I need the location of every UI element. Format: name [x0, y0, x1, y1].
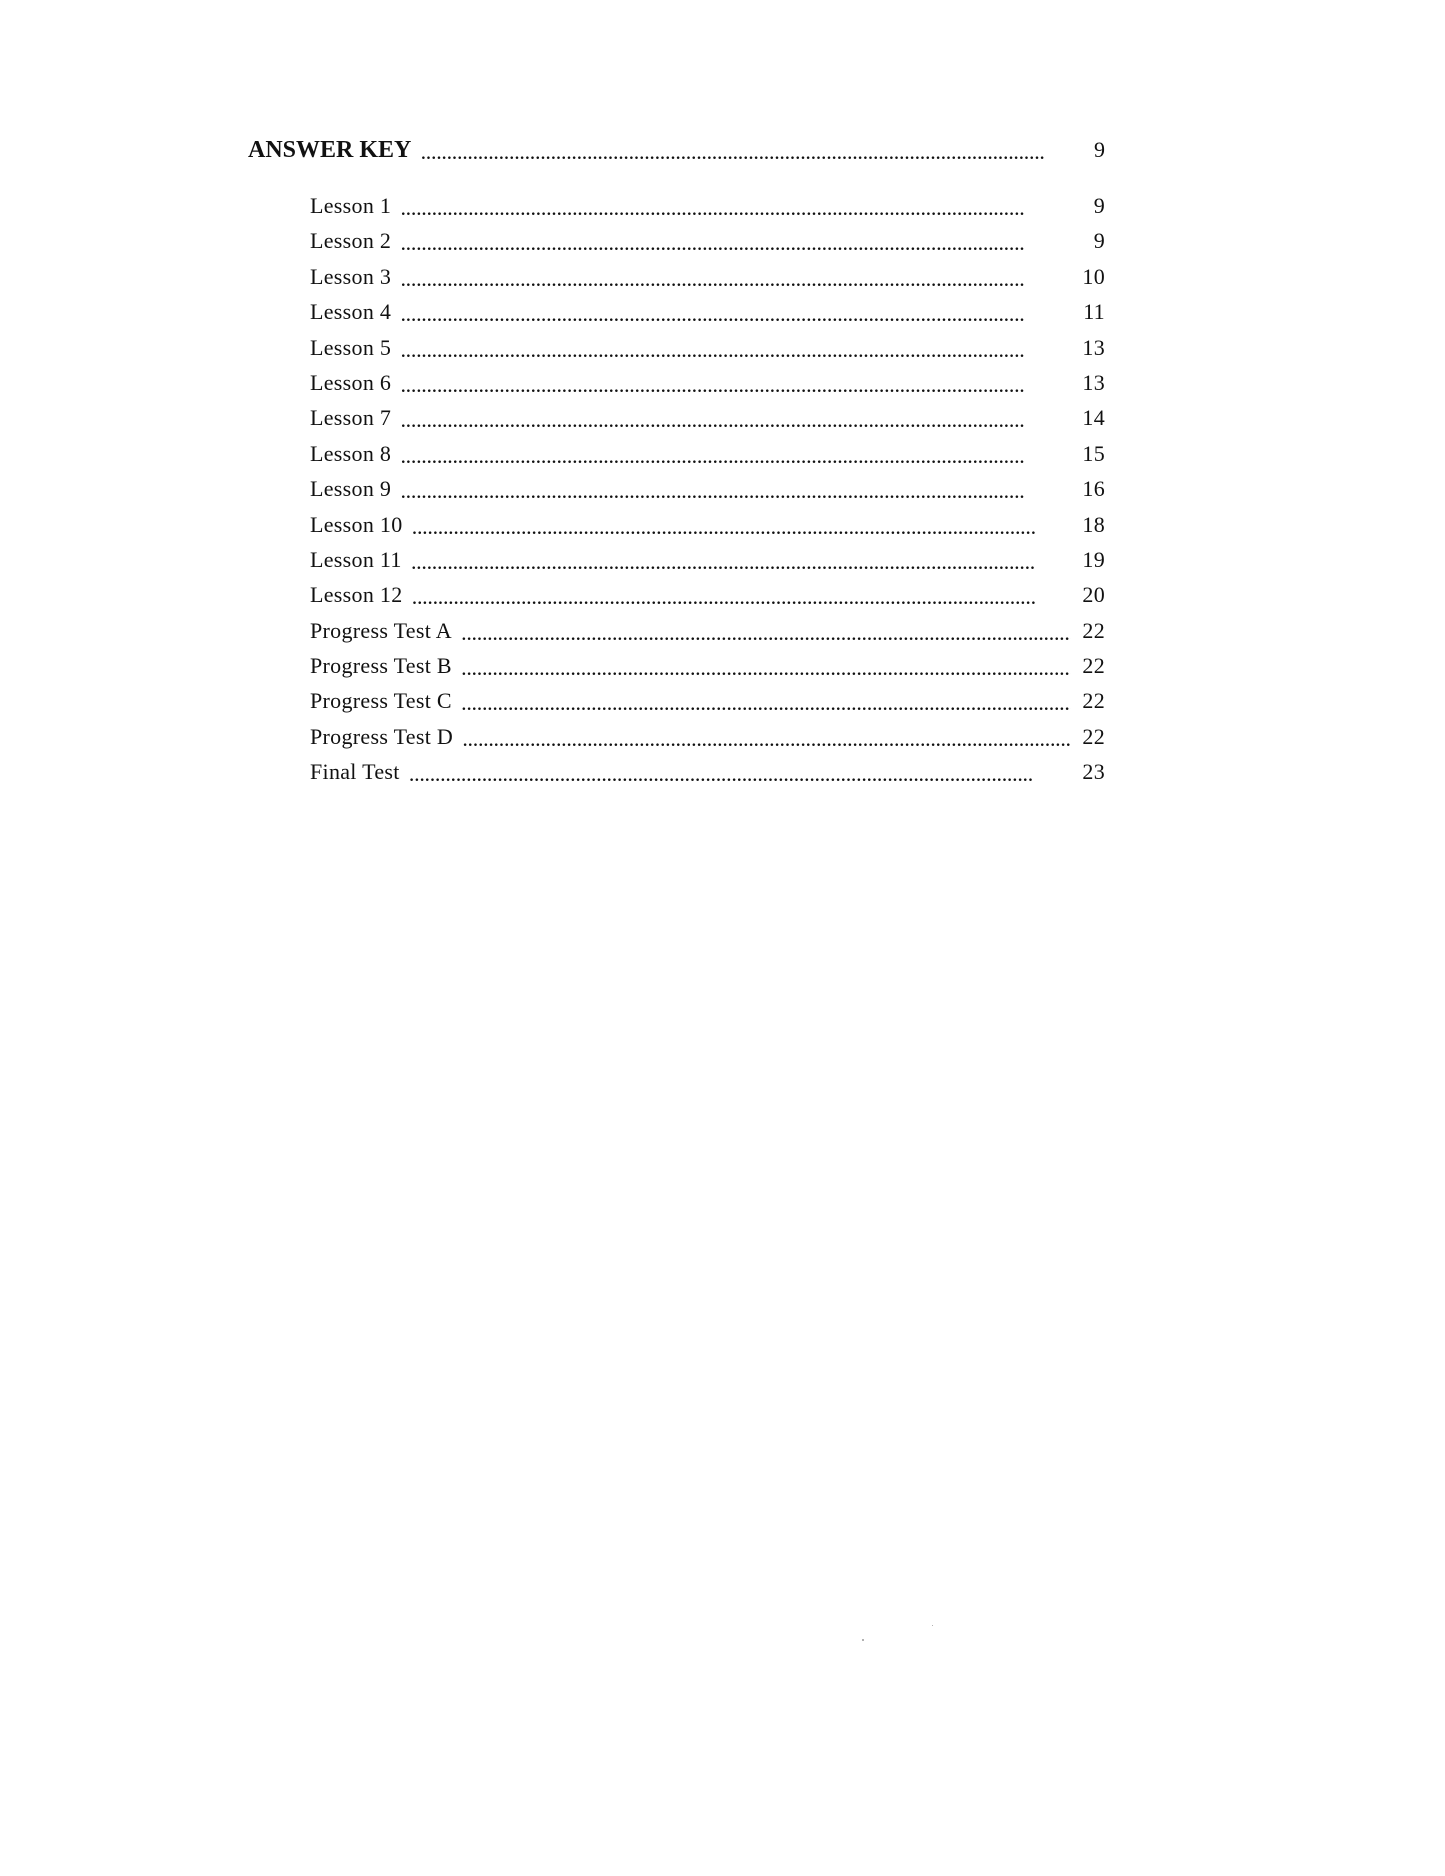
toc-entry-page-number: 14 — [1082, 405, 1105, 431]
toc-heading-answer-key[interactable] — [248, 137, 1105, 167]
toc-entry-label: Lesson 11 — [310, 547, 412, 573]
toc-entry-page-number: 16 — [1082, 476, 1105, 502]
toc-entry-page-number: 20 — [1082, 582, 1105, 608]
dot-leader — [401, 238, 1071, 260]
toc-entry[interactable] — [310, 299, 1105, 334]
toc-entry[interactable] — [310, 405, 1105, 440]
toc-entry-page-number: 22 — [1082, 723, 1105, 749]
toc-entry-label: Progress Test D — [310, 724, 463, 750]
toc-entry[interactable] — [310, 724, 1105, 759]
toc-entry-label: Progress Test A — [310, 618, 462, 644]
dot-leader — [401, 274, 1071, 296]
toc-entry-page-number: 22 — [1082, 688, 1105, 714]
dot-leader — [463, 734, 1071, 756]
toc-entry-label: Lesson 1 — [310, 193, 401, 219]
toc-entry-page-number: 11 — [1083, 299, 1105, 325]
dot-leader — [401, 486, 1071, 508]
toc-entry[interactable] — [310, 370, 1105, 405]
toc-entry-page-number: 19 — [1082, 546, 1105, 572]
dot-leader — [421, 147, 1071, 171]
dot-leader — [413, 592, 1071, 614]
toc-entry-label: Lesson 2 — [310, 228, 401, 254]
dot-leader — [462, 663, 1071, 685]
dot-leader — [401, 345, 1071, 367]
toc-heading-label: ANSWER KEY — [248, 137, 421, 164]
toc-entry-label: Lesson 3 — [310, 264, 401, 290]
toc-entry-label: Lesson 12 — [310, 582, 413, 608]
toc-entry[interactable] — [310, 335, 1105, 370]
toc-entry-page-number: 23 — [1082, 759, 1105, 785]
dot-leader — [462, 628, 1071, 650]
toc-entry[interactable] — [310, 476, 1105, 511]
toc-entry-label: Lesson 7 — [310, 405, 401, 431]
dot-leader — [412, 557, 1071, 579]
toc-entry-page-number: 22 — [1082, 653, 1105, 679]
scan-speck — [932, 1625, 933, 1626]
toc-entry-label: Lesson 5 — [310, 335, 401, 361]
toc-entry-label: Progress Test C — [310, 688, 462, 714]
dot-leader — [401, 380, 1071, 402]
dot-leader — [462, 698, 1071, 720]
toc-entry-page-number: 13 — [1082, 369, 1105, 395]
dot-leader — [401, 415, 1071, 437]
toc-entry-page-number: 18 — [1082, 511, 1105, 537]
dot-leader — [401, 203, 1071, 225]
toc-entry[interactable] — [310, 618, 1105, 653]
toc-entry[interactable] — [310, 264, 1105, 299]
dot-leader — [401, 309, 1071, 331]
toc-entry[interactable] — [310, 193, 1105, 228]
toc-entry[interactable] — [310, 653, 1105, 688]
toc-entry-page-number: 9 — [1093, 228, 1105, 254]
toc-entry[interactable] — [310, 759, 1105, 794]
toc-entry-page-number: 22 — [1082, 617, 1105, 643]
toc-entry-label: Final Test — [310, 759, 410, 785]
dot-leader — [410, 769, 1071, 791]
dot-leader — [401, 451, 1071, 473]
toc-entry[interactable] — [310, 547, 1105, 582]
scan-speck — [862, 1639, 864, 1641]
toc-entry-label: Progress Test B — [310, 653, 462, 679]
dot-leader — [413, 522, 1071, 544]
toc-entry[interactable] — [310, 512, 1105, 547]
toc-entry[interactable] — [310, 441, 1105, 476]
toc-entry-page-number: 9 — [1093, 193, 1105, 218]
toc-entry-label: Lesson 10 — [310, 512, 413, 538]
toc-entry-label: Lesson 9 — [310, 476, 401, 502]
table-of-contents — [248, 137, 1105, 795]
toc-entry-page-number: 10 — [1082, 263, 1105, 289]
toc-entry[interactable] — [310, 582, 1105, 617]
toc-heading-page-number: 9 — [1094, 137, 1105, 162]
toc-entry[interactable] — [310, 228, 1105, 263]
toc-entry-page-number: 13 — [1082, 334, 1105, 360]
toc-entry-label: Lesson 6 — [310, 370, 401, 396]
toc-entry-page-number: 15 — [1082, 440, 1105, 466]
toc-entry-label: Lesson 4 — [310, 299, 401, 325]
toc-entry[interactable] — [310, 688, 1105, 723]
toc-entry-label: Lesson 8 — [310, 441, 401, 467]
